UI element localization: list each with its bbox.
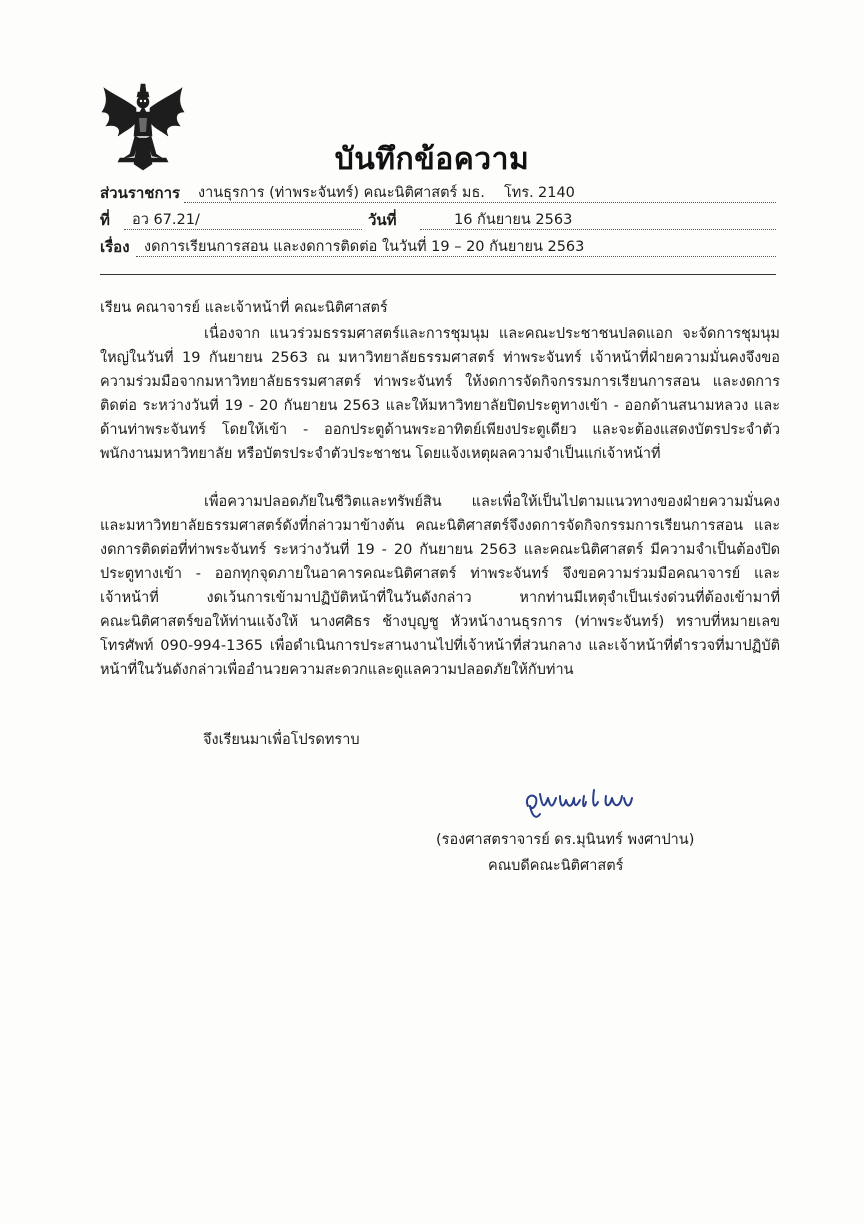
date-label: วันที่ <box>368 211 397 229</box>
phone-value: 2140 <box>538 185 575 201</box>
paragraph-line: ใหญ่ในวันที่ 19 กันยายน 2563 ณ มหาวิทยาลัยธรรมศาสตร์ ท่าพระจันทร์ เจ้าหน้าที่ฝ่ายความมั่นคงจึงขอ <box>100 350 780 366</box>
body-paragraph-1 <box>100 322 780 466</box>
paragraph-line: ประตูทางเข้า - ออกทุกจุดภายในอาคารคณะนิติศาสตร์ ท่าพระจันทร์ จึงขอความร่วมมือคณาจารย์ และ <box>100 566 780 582</box>
dotted-line <box>420 229 776 230</box>
subject-value: งดการเรียนการสอน และงดการติดต่อ ในวันที่ 19 – 20 กันยายน 2563 <box>144 239 585 255</box>
salutation: เรียน คณาจารย์ และเจ้าหน้าที่ คณะนิติศาสตร์ <box>100 300 388 316</box>
ref-label: ที่ <box>100 211 110 229</box>
paragraph-line: หน้าที่ในวันดังกล่าวเพื่ออำนวยความสะดวกและดูแลความปลอดภัยให้กับท่าน <box>100 662 574 678</box>
paragraph-line: เพื่อความปลอดภัยในชีวิตและทรัพย์สิน และเพื่อให้เป็นไปตามแนวทางของฝ่ายความมั่นคง <box>204 494 780 510</box>
dotted-line <box>136 256 776 257</box>
paragraph-line: ติดต่อ ระหว่างวันที่ 19 - 20 กันยายน 2563 และให้มหาวิทยาลัยปิดประตูทางเข้า - ออกด้านสนามหลวง และ <box>100 398 780 414</box>
body-paragraph-2 <box>100 490 780 682</box>
paragraph-line: ความร่วมมือจากมหาวิทยาลัยธรรมศาสตร์ ท่าพระจันทร์ ให้งดการจัดกิจกรรมการเรียนการสอน และงดการ <box>100 374 780 390</box>
paragraph-line: เนื่องจาก แนวร่วมธรรมศาสตร์และการชุมนุม และคณะประชาชนปลดแอก จะจัดการชุมนุม <box>204 326 780 342</box>
dotted-line <box>124 229 362 230</box>
phone-label: โทร. <box>504 185 534 201</box>
signer-position: คณบดีคณะนิติศาสตร์ <box>488 858 624 874</box>
subject-label: เรื่อง <box>100 238 130 256</box>
paragraph-line: เจ้าหน้าที่ งดเว้นการเข้ามาปฏิบัติหน้าที่ในวันดังกล่าว หากท่านมีเหตุจำเป็นเร่งด่วนที่ต้องเข้ามาที่ <box>100 590 780 606</box>
handwritten-signature <box>520 776 640 826</box>
header-divider <box>100 274 776 275</box>
dotted-line <box>184 202 776 203</box>
date-value: 16 กันยายน 2563 <box>454 212 573 228</box>
closing-line: จึงเรียนมาเพื่อโปรดทราบ <box>203 732 360 748</box>
signer-name: (รองศาสตราจารย์ ดร.มุนินทร์ พงศาปาน) <box>436 832 695 848</box>
department-label: ส่วนราชการ <box>100 184 181 202</box>
paragraph-line: และมหาวิทยาลัยธรรมศาสตร์ดังที่กล่าวมาข้างต้น คณะนิติศาสตร์จึงงดการจัดกิจกรรมการเรียนการสอน และ <box>100 518 780 534</box>
paragraph-line: คณะนิติศาสตร์ขอให้ท่านแจ้งให้ นางศศิธร ช้างบุญชู หัวหน้างานธุรการ (ท่าพระจันทร์) ทราบที่หมายเลข <box>100 614 780 630</box>
department-value: งานธุรการ (ท่าพระจันทร์) คณะนิติศาสตร์ มธ. <box>198 185 485 201</box>
paragraph-line: พนักงานมหาวิทยาลัย หรือบัตรประจำตัวประชาชน โดยแจ้งเหตุผลความจำเป็นแก่เจ้าหน้าที่ <box>100 446 661 462</box>
header-subject-row <box>100 235 776 259</box>
paragraph-line: งดการติดต่อที่ท่าพระจันทร์ ระหว่างวันที่ 19 - 20 กันยายน 2563 และคณะนิติศาสตร์ มีความจำเป็นต้องปิด <box>100 542 780 558</box>
paragraph-line: ด้านท่าพระจันทร์ โดยให้เข้า - ออกประตูด้านพระอาทิตย์เพียงประตูเดียว และจะต้องแสดงบัตรประจำตัว <box>100 422 780 438</box>
page-title: บันทึกข้อความ <box>334 142 530 177</box>
header-ref-row <box>100 208 776 232</box>
paragraph-line: โทรศัพท์ 090-994-1365 เพื่อดำเนินการประสานงานไปที่เจ้าหน้าที่ส่วนกลาง และเจ้าหน้าที่ตำรวจที่มาปฏิบัติ <box>100 638 780 654</box>
header-department-row <box>100 181 776 205</box>
ref-value: อว 67.21/ <box>132 212 200 228</box>
